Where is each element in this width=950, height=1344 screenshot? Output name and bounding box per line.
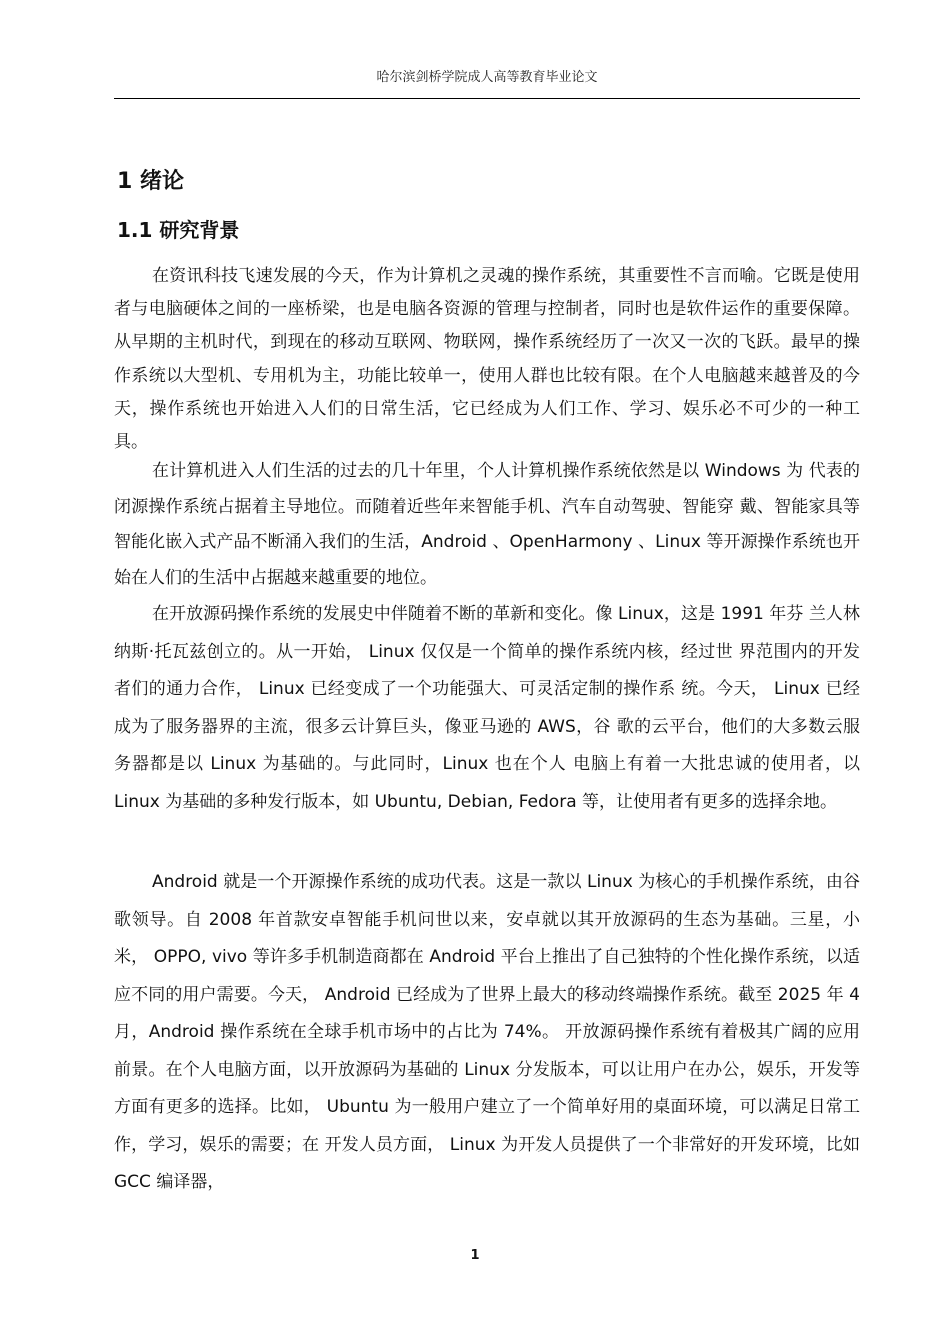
page-header: 哈尔滨剑桥学院成人高等教育毕业论文 [376, 70, 598, 85]
paragraph-1: 在资讯科技飞速发展的今天，作为计算机之灵魂的操作系统，其重要性不言而喻。它既是使用者与电脑硬体之间的一座桥梁，也是电脑各资源的管理与控制者，同时也是软件运作的重要保障。从早期的主机时代，到现在的移动互联网、物联网，操作系统经历了一次又一次的飞跃。最早的操作系统以大型机、专用机为主，功能比较单一，使用人群也比较有限。在个人电脑越来越普及的今天，操作系统也开始进入人们的日常生活，它已经成为人们工作、学习、娱乐必不可少的一种工具。 [114, 266, 860, 453]
chapter-title: 1 绪论 [117, 169, 184, 194]
header-rule [114, 98, 860, 99]
paragraph-4: Android 就是一个开源操作系统的成功代表。这是一款以 Linux 为核心的手机操作系统，由谷歌领导。自 2008 年首款安卓智能手机问世以来，安卓就以其开放源码的生态为基础。三星，小米， OPPO, vivo 等许多手机制造商都在 Android 平台上推出了自己独特的个性化操作系统，以适应不同的用户需要。今天， Android 已经成为了世界上最大的移动终端操作系统。截至 2025 年 4 月，Android 操作系统在全球手机市场中的占比为 74%。 开放源码操作系统有着极其广阔的应用前景。在个人电脑方面，以开放源码为基础的 Linux 分发版本，可以让用户在办公，娱乐，开发等方面有更多的选择。比如， Ubuntu 为一般用户建立了一个简单好用的桌面环境，可以满足日常工作，学习，娱乐的需要；在 开发人员方面， Linux 为开发人员提供了一个非常好的开发环境，比如 GCC 编译器， [114, 872, 860, 1192]
paragraph-3: 在开放源码操作系统的发展史中伴随着不断的革新和变化。像 Linux，这是 1991 年芬 兰人林纳斯·托瓦兹创立的。从一开始， Linux 仅仅是一个简单的操作系统内核，经过世 界范围内的开发者们的通力合作， Linux 已经变成了一个功能强大、可灵活定制的操作系 统。今天， Linux 已经成为了服务器界的主流，很多云计算巨头，像亚马逊的 AWS，谷 歌的云平台，他们的大多数云服务器都是以 Linux 为基础的。与此同时，Linux 也在个人 电脑上有着一大批忠诚的使用者，以 Linux 为基础的多种发行版本，如 Ubuntu, Debian, Fedora 等，让使用者有更多的选择余地。 [114, 604, 860, 812]
page-number: 1 [470, 1248, 480, 1263]
section-title: 1.1 研究背景 [117, 218, 240, 242]
paragraph-2: 在计算机进入人们生活的过去的几十年里，个人计算机操作系统依然是以 Windows 为 代表的闭源操作系统占据着主导地位。而随着近些年来智能手机、汽车自动驾驶、智能穿 戴、智能家具等智能化嵌入式产品不断涌入我们的生活，Android 、OpenHarmony 、Linux 等开源操作系统也开始在人们的生活中占据越来越重要的地位。 [114, 461, 860, 588]
